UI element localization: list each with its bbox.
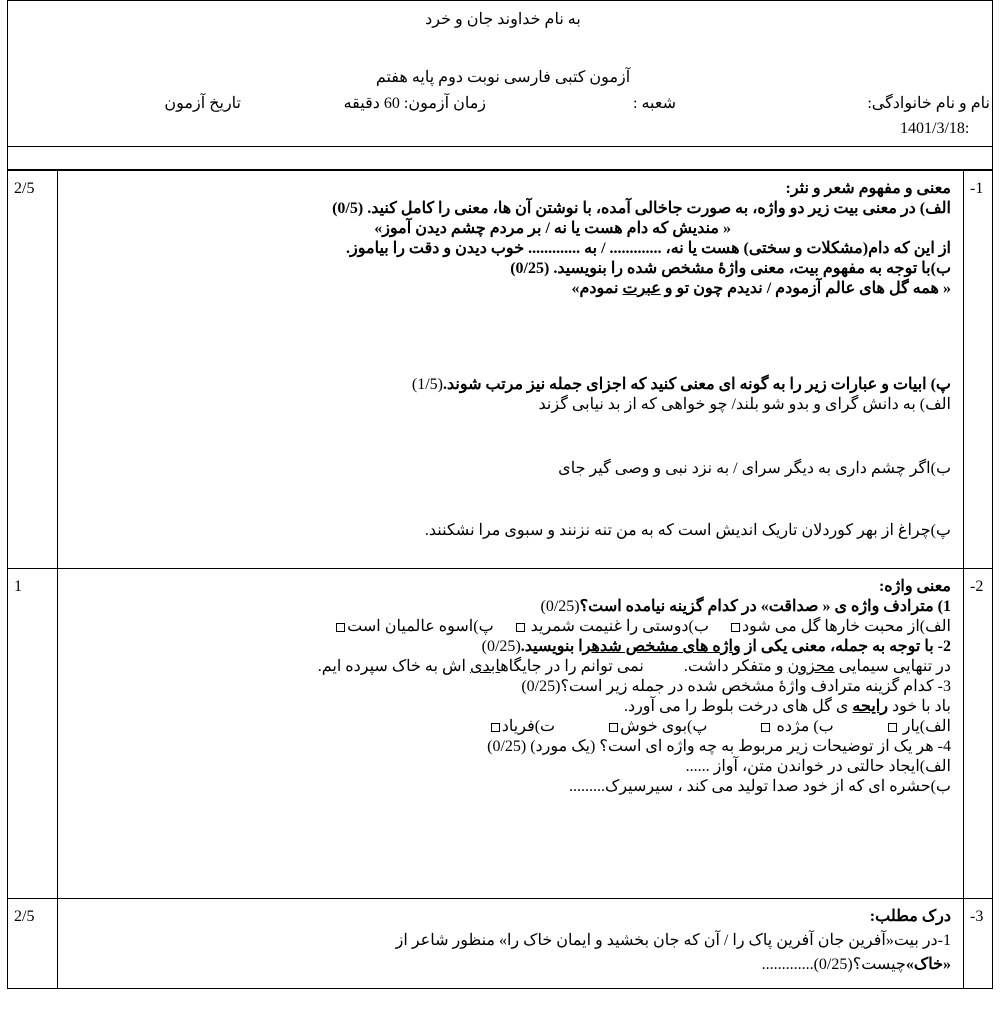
date-label: تاریخ آزمون — [164, 95, 241, 112]
checkbox-icon[interactable] — [516, 623, 525, 632]
q1-a-fill: از این که دام(مشکلات و سختی) هست یا نه، ............. / به ............. خوب دیدن و دقت را بیاموز. — [346, 240, 951, 257]
q2-s3-instruction: 3- کدام گزینه مترادف واژهٔ مشخص شده در جمله زیر است؟(0/25) — [521, 678, 951, 695]
q2-s4-instruction: 4- هر یک از توضیحات زیر مربوط به چه واژه ای است؟ (یک مورد) (0/25) — [487, 738, 951, 755]
q1-p-item-3: پ)چراغ از بهر کوردلان تاریک اندیش است که به من تنه نزنند و سبوی مرا نشکنند. — [424, 522, 951, 539]
checkbox-icon[interactable] — [491, 723, 500, 732]
q2-title: معنی واژه: — [878, 578, 951, 595]
q2-s3-option-t[interactable]: ت)فریاد — [489, 718, 555, 735]
checkbox-icon[interactable] — [888, 723, 897, 732]
q1-title: معنی و مفهوم شعر و نثر: — [785, 180, 951, 197]
q2-s1-option-b[interactable]: ب)دوستی را غنیمت شمرید — [514, 618, 709, 635]
q2-s1-instruction: 1) مترادف واژه ی « صداقت» در کدام گزینه نیامده است؟(0/25) — [540, 598, 951, 615]
q2-s2-word-1: محزون — [787, 658, 835, 675]
q2-s3-option-b[interactable]: ب) مژده — [759, 718, 833, 735]
q1-a-instruction: الف) در معنی بیت زیر دو واژه، به صورت جاخالی آمده، با نوشتن آن ها، معنی را کامل کنید. (0/5) — [332, 200, 951, 217]
q3-title: درک مطلب: — [869, 908, 951, 925]
q2-s2-text: در تنهایی سیمایی محزون و متفکر داشت. نمی توانم را در جایگاهابدی اش به خاک سپرده ایم. — [317, 658, 951, 675]
q2-score: 1 — [14, 578, 22, 595]
q2-s4-a: الف)ایجاد حالتی در خواندن متن، آواز ...... — [685, 758, 951, 775]
q2-s3-text: باد با خود رایحه ی گل های درخت بلوط را می آورد. — [623, 698, 951, 715]
q1-number: -1 — [970, 180, 984, 197]
exam-title: آزمون کتبی فارسی نوبت دوم پایه هفتم — [375, 69, 631, 86]
q2-s3-option-p[interactable]: پ)بوی خوش — [607, 718, 707, 735]
exam-duration: زمان آزمون: 60 دقیقه — [343, 95, 486, 112]
q3-word: «خاک» — [905, 956, 951, 973]
spacer-row — [7, 146, 993, 170]
q3-line-2: «خاک»چیست؟(0/25)............. — [761, 956, 951, 973]
q2-s2-word-2: ابدی — [469, 658, 501, 675]
q1-b-word: عبرت — [622, 280, 661, 297]
q2-content — [60, 577, 951, 887]
q1-b-instruction: ب)با توجه به مفهوم بیت، معنی واژهٔ مشخص شده را بنویسید. (0/25) — [510, 260, 951, 277]
date-value: 1401/3/18: — [900, 120, 970, 137]
q3-line-1: 1-در بیت«آفرین جان آفرین پاک را / آن که جان بخشید و ایمان خاک را» منظور شاعر از — [395, 932, 951, 949]
q1-a-verse: « مندیش که دام هست یا نه / بر مردم چشم دیدن آموز» — [374, 220, 731, 237]
q1-b-verse: « همه گل های عالم آزمودم / ندیدم چون تو و عبرت نمودم» — [571, 280, 951, 297]
q2-score-cell — [7, 568, 58, 899]
q2-s1-option-p[interactable]: پ)اسوه عالمیان است — [334, 618, 493, 635]
q1-score: 2/5 — [14, 180, 35, 197]
checkbox-icon[interactable] — [336, 623, 345, 632]
name-label: نام و نام خانوادگی: — [867, 95, 990, 112]
invocation: به نام خداوند جان و خرد — [425, 11, 581, 28]
checkbox-icon[interactable] — [609, 723, 618, 732]
q3-number: -3 — [970, 908, 984, 925]
q1-p-item-2: ب)اگر چشم داری به دیگر سرای / به نزد نبی و وصی گیر جای — [558, 460, 951, 477]
section-label: شعبه : — [633, 95, 676, 112]
q2-num-cell — [963, 568, 993, 899]
q3-content — [60, 907, 951, 983]
q2-number: -2 — [970, 578, 984, 595]
q1-content — [60, 179, 951, 559]
checkbox-icon[interactable] — [731, 623, 740, 632]
q2-s1-options — [334, 617, 951, 637]
q2-s1-option-a[interactable]: الف)از محبت خارها گل می شود — [729, 618, 951, 635]
q3-score: 2/5 — [14, 908, 35, 925]
q1-p-item-1: الف) به دانش گرای و بدو شو بلند/ چو خواهی که از بد نیابی گزند — [538, 396, 951, 413]
q2-s4-b: ب)حشره ای که از خود صدا تولید می کند ، سیرسیرک......... — [569, 778, 951, 795]
q2-s2-instruction: 2- با توجه به جمله، معنی یکی از واژه های مشخص شدهرا بنویسید.(0/25) — [481, 638, 951, 655]
q2-s3-word: رایحه — [852, 698, 888, 715]
q2-s3-option-a[interactable]: الف)یار — [886, 718, 951, 735]
q1-score-cell — [7, 170, 58, 569]
q2-s3-options — [489, 717, 951, 737]
q1-num-cell — [963, 170, 993, 569]
checkbox-icon[interactable] — [761, 723, 770, 732]
q1-p-instruction: پ) ابیات و عبارات زیر را به گونه ای معنی کنید که اجزای جمله نیز مرتب شوند.(1/5) — [411, 376, 951, 393]
